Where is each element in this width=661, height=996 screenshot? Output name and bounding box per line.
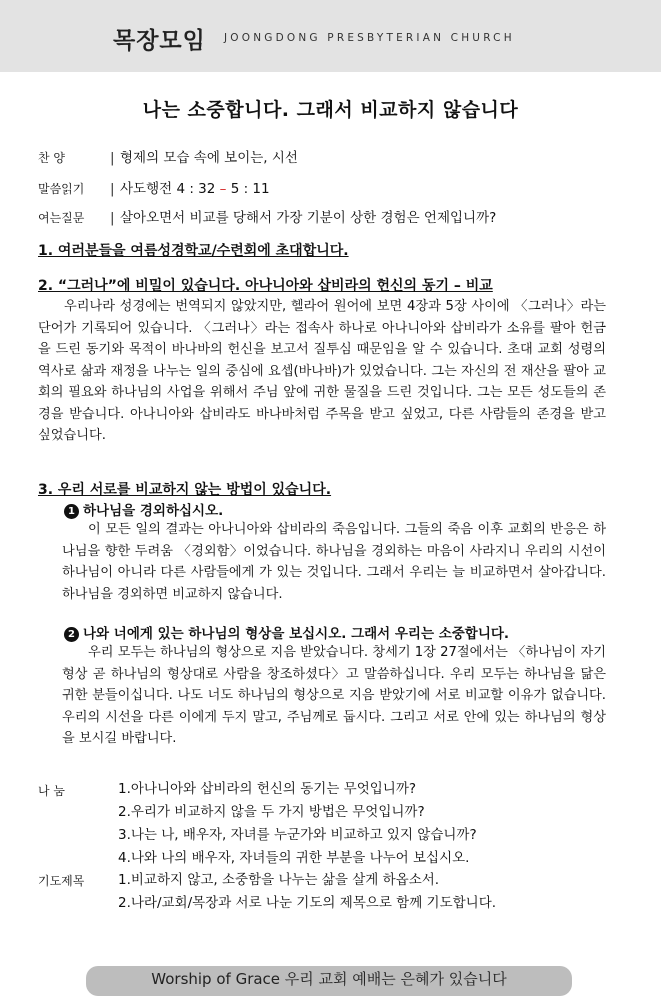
reading-book: 사도행전 4 : 32 — [120, 181, 216, 197]
separator: | — [110, 181, 115, 197]
list-item: 4.나와 나의 배우자, 자녀들의 귀한 부분을 나누어 보십시오. — [118, 850, 470, 866]
reading-row — [38, 177, 270, 197]
list-item: 1.아나니아와 삽비라의 헌신의 동기는 무엇입니까? — [118, 781, 417, 797]
praise-value: 형제의 모습 속에 보이는, 시선 — [120, 150, 298, 166]
point1-title-row — [64, 499, 223, 519]
sharing-label: 나 눔 — [38, 784, 65, 798]
reading-dash: – — [215, 181, 231, 197]
page-title: 나는 소중합니다. 그래서 비교하지 않습니다 — [142, 99, 519, 121]
point2-title: 나와 너에게 있는 하나님의 형상을 보십시오. 그래서 우리는 소중합니다. — [83, 626, 510, 642]
point1-number-icon: 1 — [64, 504, 79, 519]
list-item: 1.비교하지 않고, 소중함을 나누는 삶을 살게 하옵소서. — [118, 872, 440, 888]
praise-row — [38, 146, 298, 166]
point1-title: 하나님을 경외하십시오. — [83, 503, 224, 519]
prayer-label: 기도제목 — [38, 874, 85, 888]
header-banner — [0, 0, 661, 72]
sharing-list — [118, 778, 477, 870]
section1-heading: 1. 여러분들을 여름성경학교/수련회에 초대합니다. — [38, 243, 349, 259]
question-row — [38, 206, 496, 226]
reading-end: 5 : 11 — [230, 181, 270, 197]
praise-label: 찬 양 — [38, 151, 65, 165]
question-label: 여는질문 — [38, 211, 85, 225]
section2-body: 우리나라 성경에는 번역되지 않았지만, 헬라어 원어에 보면 4장과 5장 사이에 〈그러나〉라는 단어가 기록되어 있습니다. 〈그러나〉라는 접속사 하나로 아나니아와 삽비라가 소유를 팔아 헌금을 드린 동기와 목적이 바나바의 헌신을 보고서 질투심 때문임을 알 수 있습니다. 초대 교회 성령의 역사로 삶과 재정을 나누는 일의 중심에 요셉(바나바)가 있었습니다. 그는 자신의 전 재산을 팔아 교회의 필요와 하나님의 사업을 위해서 주님 앞에 귀한 물질을 드린 것입니다. 그는 모든 성도들의 존경을 받습니다. 아나니아와 삽비라도 바나바처럼 주목을 받고 싶었고, 다른 사람들의 존경을 받고 싶었습니다. — [38, 299, 606, 443]
footer-banner: Worship of Grace 우리 교회 예배는 은혜가 있습니다 — [86, 966, 572, 996]
section3-heading: 3. 우리 서로를 비교하지 않는 방법이 있습니다. — [38, 482, 332, 498]
point1-body: 이 모든 일의 결과는 아나니아와 삽비라의 죽음입니다. 그들의 죽음 이후 교회의 반응은 하나님을 향한 두려움 〈경외함〉이었습니다. 하나님을 경외하는 마음이 사라지니 우리의 시선이 하나님이 아니라 다른 사람들에게 가 있는 것입니다. 그래서 우리는 늘 비교하면서 살아갑니다. 하나님을 경외하면 비교하지 않습니다. — [62, 522, 606, 602]
separator: | — [110, 210, 115, 226]
question-value: 살아오면서 비교를 당해서 가장 기분이 상한 경험은 언제입니까? — [120, 210, 497, 226]
list-item: 3.나는 나, 배우자, 자녀를 누군가와 비교하고 있지 않습니까? — [118, 827, 477, 843]
reading-label: 말씀읽기 — [38, 182, 85, 196]
header-title: 목장모임 — [113, 28, 206, 54]
header-subtitle: JOONGDONG PRESBYTERIAN CHURCH — [224, 32, 515, 44]
prayer-list — [118, 869, 496, 915]
point2-number-icon: 2 — [64, 627, 79, 642]
point2-body: 우리 모두는 하나님의 형상으로 지음 받았습니다. 창세기 1장 27절에서는 〈하나님이 자기 형상 곧 하나님의 형상대로 사람을 창조하셨다〉고 말씀하십니다. 우리 모두는 하나님을 닮은 귀한 분들이십니다. 나도 너도 하나님의 형상으로 지음 받았기에 서로 비교할 이유가 없습니다. 우리의 시선을 다른 이에게 두지 말고, 주님께로 둡시다. 그리고 서로 안에 있는 하나님의 형상을 보시길 바랍니다. — [62, 645, 606, 746]
separator: | — [110, 150, 115, 166]
section2-heading: 2. “그러나”에 비밀이 있습니다. 아나니아와 삽비라의 헌신의 동기 – 비교 — [38, 278, 493, 294]
point2-title-row — [64, 622, 509, 642]
list-item: 2.우리가 비교하지 않을 두 가지 방법은 무엇입니까? — [118, 804, 425, 820]
list-item: 2.나라/교회/목장과 서로 나눈 기도의 제목으로 함께 기도합니다. — [118, 895, 497, 911]
